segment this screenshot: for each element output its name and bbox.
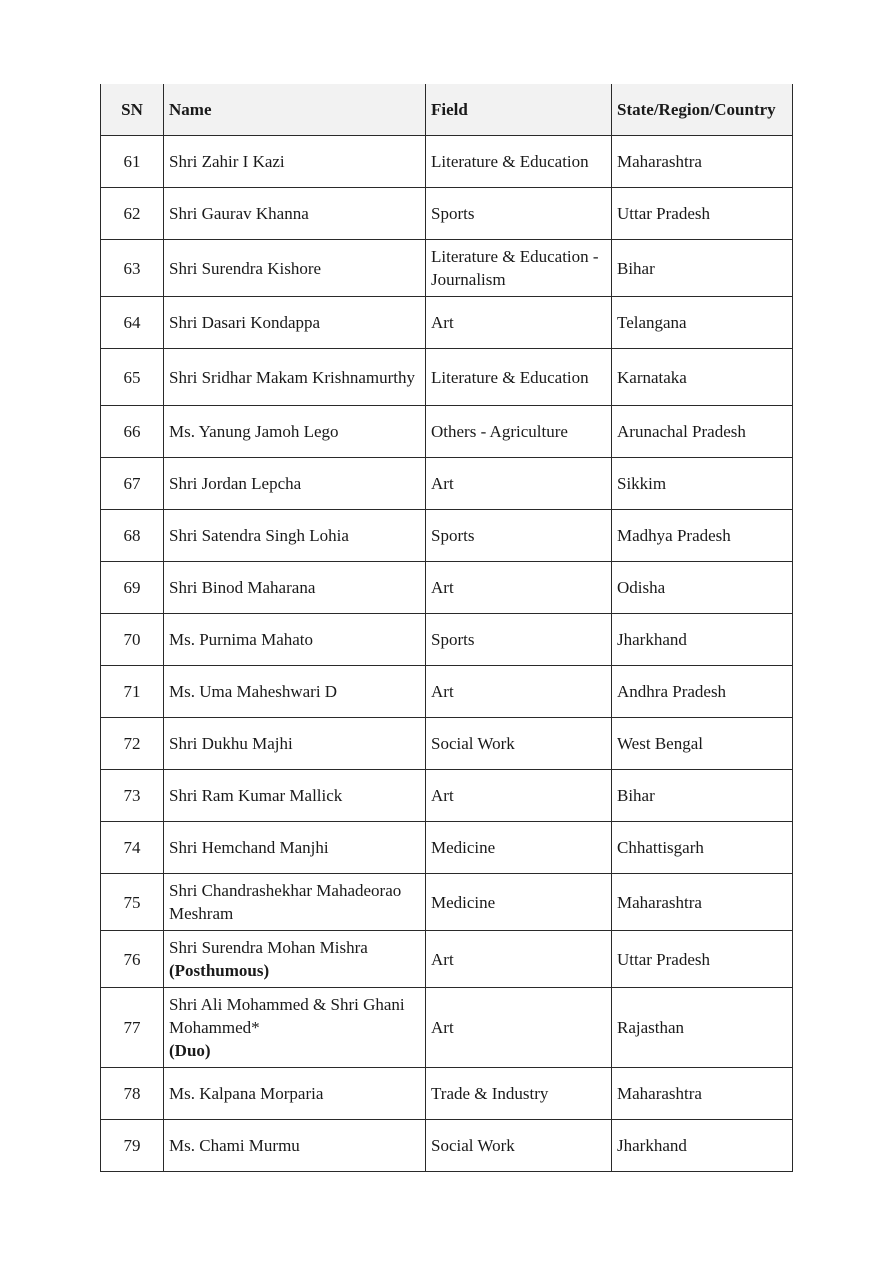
- cell-sn: 61: [101, 136, 164, 188]
- table-row: [101, 718, 793, 770]
- cell-state: Rajasthan: [612, 988, 793, 1068]
- cell-name: Ms. Chami Murmu: [164, 1120, 426, 1172]
- table-row: [101, 562, 793, 614]
- table-row: [101, 510, 793, 562]
- cell-sn: 67: [101, 458, 164, 510]
- cell-sn: 69: [101, 562, 164, 614]
- cell-state: Jharkhand: [612, 1120, 793, 1172]
- awardee-name: Shri Ali Mohammed & Shri Ghani Mohammed*: [169, 995, 405, 1037]
- cell-name: Shri Sridhar Makam Krishnamurthy: [164, 349, 426, 406]
- cell-field: Art: [426, 988, 612, 1068]
- table-row: [101, 822, 793, 874]
- cell-field: Sports: [426, 188, 612, 240]
- cell-state: Bihar: [612, 240, 793, 297]
- cell-sn: 74: [101, 822, 164, 874]
- cell-sn: 77: [101, 988, 164, 1068]
- cell-field: Sports: [426, 614, 612, 666]
- cell-state: Andhra Pradesh: [612, 666, 793, 718]
- cell-state: Maharashtra: [612, 874, 793, 931]
- cell-field: Sports: [426, 510, 612, 562]
- cell-field: Art: [426, 666, 612, 718]
- cell-name: [164, 988, 426, 1068]
- table-row: [101, 458, 793, 510]
- cell-name: Ms. Uma Maheshwari D: [164, 666, 426, 718]
- cell-field: Art: [426, 770, 612, 822]
- header-name: Name: [164, 84, 426, 136]
- cell-name: Shri Zahir I Kazi: [164, 136, 426, 188]
- cell-state: Uttar Pradesh: [612, 188, 793, 240]
- cell-sn: 70: [101, 614, 164, 666]
- cell-field: Art: [426, 562, 612, 614]
- cell-name: Shri Hemchand Manjhi: [164, 822, 426, 874]
- awardees-table: [100, 84, 793, 1172]
- cell-state: Maharashtra: [612, 1068, 793, 1120]
- cell-sn: 71: [101, 666, 164, 718]
- cell-sn: 72: [101, 718, 164, 770]
- cell-sn: 62: [101, 188, 164, 240]
- cell-state: Bihar: [612, 770, 793, 822]
- cell-state: Chhattisgarh: [612, 822, 793, 874]
- cell-field: Trade & Industry: [426, 1068, 612, 1120]
- table-row: [101, 188, 793, 240]
- table-row: [101, 988, 793, 1068]
- cell-state: Uttar Pradesh: [612, 931, 793, 988]
- cell-name: Shri Jordan Lepcha: [164, 458, 426, 510]
- cell-sn: 79: [101, 1120, 164, 1172]
- cell-state: Madhya Pradesh: [612, 510, 793, 562]
- cell-name: Shri Gaurav Khanna: [164, 188, 426, 240]
- cell-name: Ms. Kalpana Morparia: [164, 1068, 426, 1120]
- table-row: [101, 136, 793, 188]
- cell-name: Shri Binod Maharana: [164, 562, 426, 614]
- cell-field: Literature & Education: [426, 136, 612, 188]
- cell-sn: 66: [101, 406, 164, 458]
- cell-field: Social Work: [426, 1120, 612, 1172]
- table-row: [101, 1068, 793, 1120]
- cell-name: Ms. Yanung Jamoh Lego: [164, 406, 426, 458]
- cell-name: [164, 931, 426, 988]
- table-row: [101, 349, 793, 406]
- table-row: [101, 931, 793, 988]
- table-row: [101, 666, 793, 718]
- cell-name: Shri Dukhu Majhi: [164, 718, 426, 770]
- table-row: [101, 406, 793, 458]
- header-sn: SN: [101, 84, 164, 136]
- cell-state: West Bengal: [612, 718, 793, 770]
- cell-field: Medicine: [426, 822, 612, 874]
- header-field: Field: [426, 84, 612, 136]
- awardee-name: Shri Surendra Mohan Mishra: [169, 938, 368, 957]
- cell-name: Ms. Purnima Mahato: [164, 614, 426, 666]
- header-state: State/Region/Country: [612, 84, 793, 136]
- cell-field: Literature & Education - Journalism: [426, 240, 612, 297]
- cell-state: Telangana: [612, 297, 793, 349]
- table-row: [101, 1120, 793, 1172]
- cell-field: Others - Agriculture: [426, 406, 612, 458]
- cell-state: Odisha: [612, 562, 793, 614]
- awardee-note: (Posthumous): [169, 961, 270, 980]
- cell-field: Literature & Education: [426, 349, 612, 406]
- cell-sn: 68: [101, 510, 164, 562]
- cell-sn: 75: [101, 874, 164, 931]
- cell-name: Shri Surendra Kishore: [164, 240, 426, 297]
- cell-field: Art: [426, 931, 612, 988]
- table-header-row: [101, 84, 793, 136]
- table-row: [101, 874, 793, 931]
- cell-name: Shri Satendra Singh Lohia: [164, 510, 426, 562]
- cell-field: Social Work: [426, 718, 612, 770]
- cell-state: Maharashtra: [612, 136, 793, 188]
- cell-name: Shri Ram Kumar Mallick: [164, 770, 426, 822]
- cell-state: Arunachal Pradesh: [612, 406, 793, 458]
- cell-sn: 65: [101, 349, 164, 406]
- cell-field: Medicine: [426, 874, 612, 931]
- cell-sn: 78: [101, 1068, 164, 1120]
- cell-sn: 64: [101, 297, 164, 349]
- table-row: [101, 770, 793, 822]
- cell-sn: 63: [101, 240, 164, 297]
- cell-name: Shri Chandrashekhar Mahadeorao Meshram: [164, 874, 426, 931]
- cell-sn: 73: [101, 770, 164, 822]
- cell-state: Sikkim: [612, 458, 793, 510]
- cell-field: Art: [426, 458, 612, 510]
- table-row: [101, 240, 793, 297]
- cell-name: Shri Dasari Kondappa: [164, 297, 426, 349]
- cell-sn: 76: [101, 931, 164, 988]
- table-row: [101, 614, 793, 666]
- table-row: [101, 297, 793, 349]
- cell-field: Art: [426, 297, 612, 349]
- cell-state: Karnataka: [612, 349, 793, 406]
- awardee-note: (Duo): [169, 1041, 211, 1060]
- cell-state: Jharkhand: [612, 614, 793, 666]
